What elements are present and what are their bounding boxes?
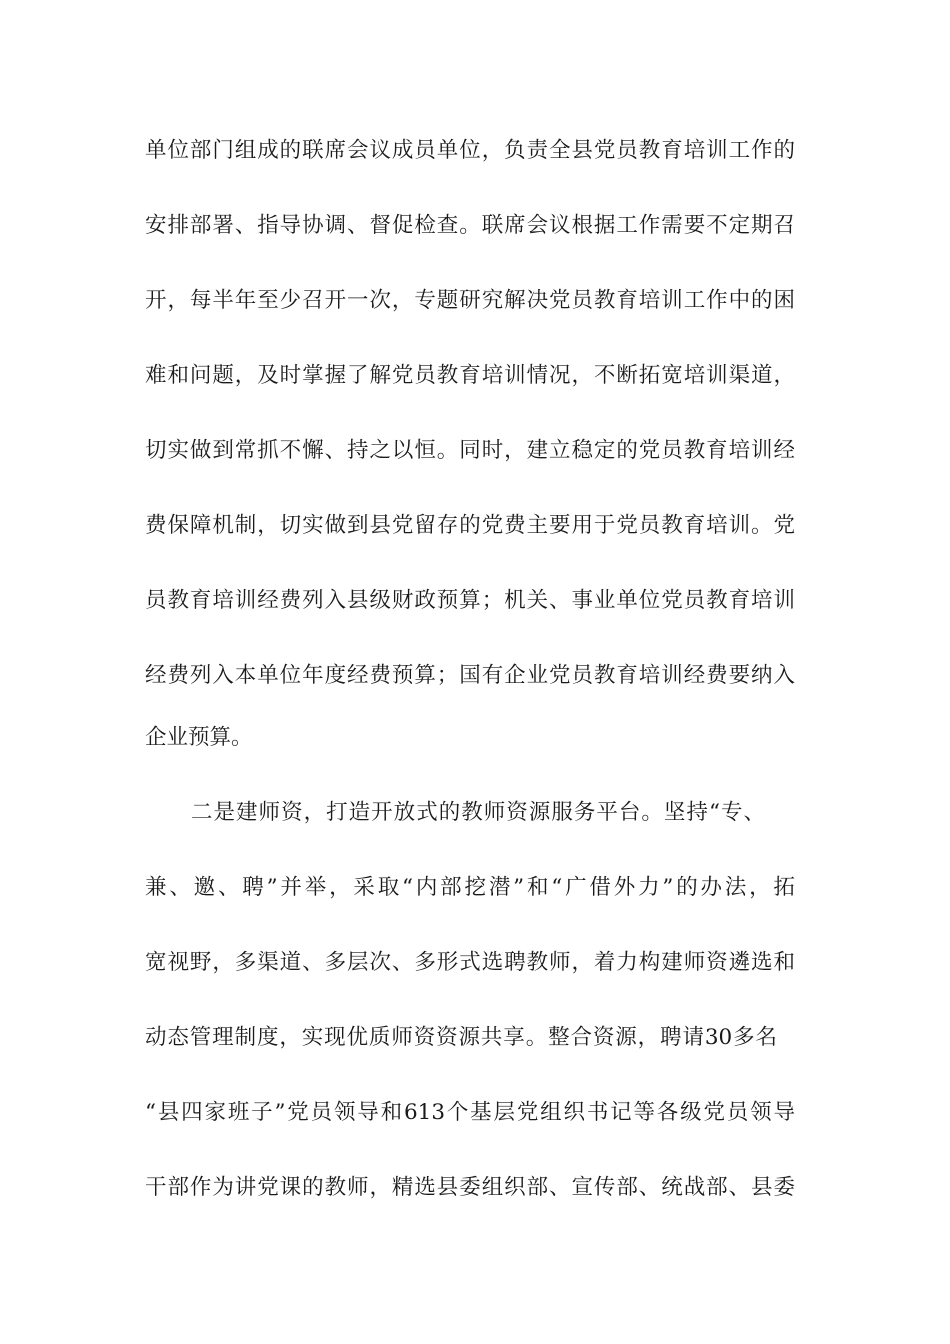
text-line-12: 宽视野，多渠道、多层次、多形式选聘教师，着力构建师资遴选和	[145, 950, 795, 975]
text-line-14: “县四家班子”党员领导和613个基层党组织书记等各级党员领导	[145, 1100, 795, 1125]
text-line-8: 经费列入本单位年度经费预算；国有企业党员教育培训经费要纳入	[145, 663, 795, 688]
paragraph-2-first-line: 二是建师资，打造开放式的教师资源服务平台。坚持“专、	[191, 800, 765, 825]
text-line-3: 开，每半年至少召开一次，专题研究解决党员教育培训工作中的困	[145, 288, 795, 313]
text-line-2: 安排部署、指导协调、督促检查。联席会议根据工作需要不定期召	[145, 213, 795, 238]
text-line-5: 切实做到常抓不懈、持之以恒。同时，建立稳定的党员教育培训经	[145, 438, 795, 463]
text-line-13: 动态管理制度，实现优质师资资源共享。整合资源，聘请30多名	[145, 1025, 777, 1050]
text-line-9: 企业预算。	[145, 725, 253, 750]
text-line-11: 兼、邀、聘”并举，采取“内部挖潜”和“广借外力”的办法，拓	[145, 875, 795, 900]
text-line-1: 单位部门组成的联席会议成员单位，负责全县党员教育培训工作的	[145, 138, 795, 163]
text-line-6: 费保障机制，切实做到县党留存的党费主要用于党员教育培训。党	[145, 513, 795, 538]
text-line-4: 难和问题，及时掌握了解党员教育培训情况，不断拓宽培训渠道，	[145, 363, 795, 388]
text-line-15: 干部作为讲党课的教师，精选县委组织部、宣传部、统战部、县委	[145, 1175, 795, 1200]
text-line-7: 员教育培训经费列入县级财政预算；机关、事业单位党员教育培训	[145, 588, 795, 613]
